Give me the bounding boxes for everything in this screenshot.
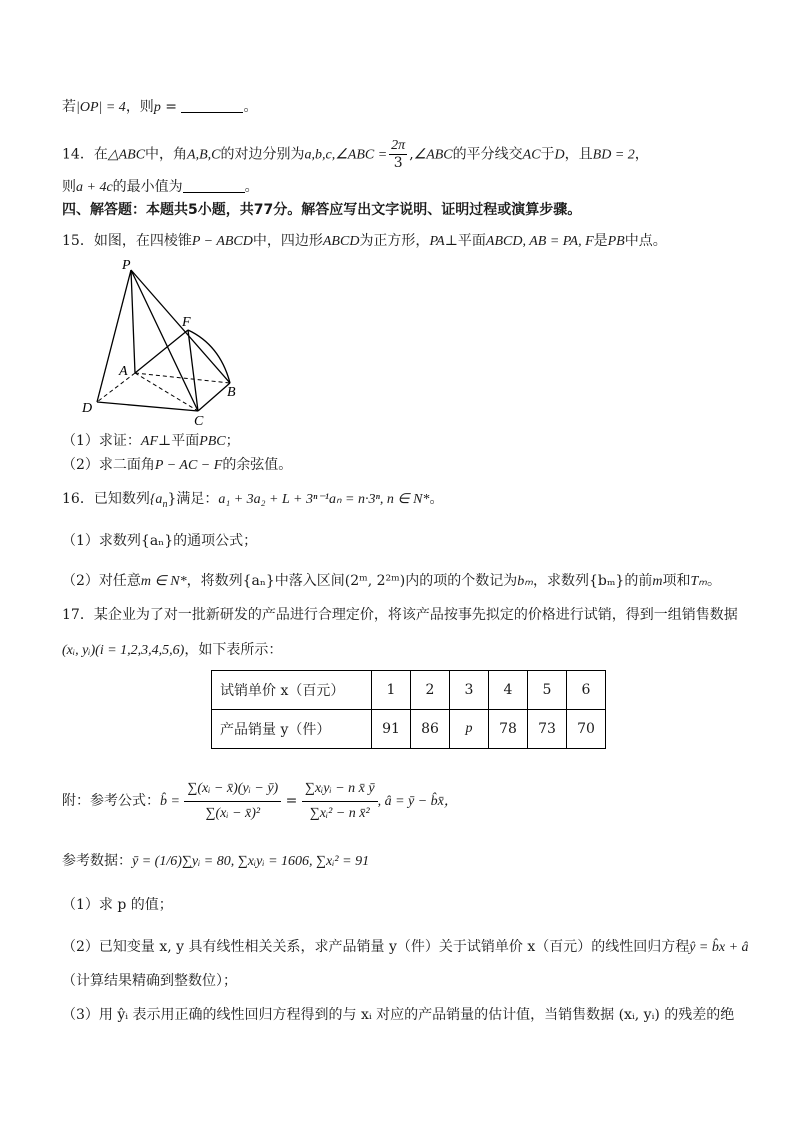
table-cell: 73 [528,710,567,749]
label-p: P [122,258,131,273]
table-cell: 6 [567,671,606,710]
label-d: D [82,401,93,416]
table-cell: 3 [450,671,489,710]
table-cell: 1 [372,671,411,710]
q17-stem1: 17．某企业为了对一批新研发的产品进行合理定价，将该产品按事先拟定的价格进行试销，得到一组销售数据 [62,607,738,623]
table-cell: 2 [411,671,450,710]
formula-fraction-1: $\frac{\text{∑(xᵢ − x̄)(yᵢ − ȳ)}}{\text{∑(xᵢ − x̄)²}}$ [184,779,281,824]
table-cell: 78 [489,710,528,749]
fraction-2pi-3: $\frac{2\pi}{3}$ [391,138,406,171]
answer-blank [183,178,245,193]
table-row [212,710,606,749]
q17-stem2: (xᵢ, yᵢ)(i = 1,2,3,4,5,6)，如下表所示： [62,642,283,658]
q17-part1: （1）求 p 的值； [62,897,173,913]
reference-formula: 附：参考公式：b̂ = $\frac{\text{∑(xᵢ − x̄)(yᵢ − ȳ)}}{\text{∑(xᵢ − x̄)²}}$ = $\frac{\text{∑xᵢyᵢ − n x̄ ȳ}}{\text{∑xᵢ² − n x̄²}}$ , â = ȳ − b̂x̄， [62,775,458,828]
label-b: B [227,385,236,400]
q15-part2: （2）求二面角P − AC − F的余弦值。 [62,457,293,473]
table-cell: 70 [567,710,606,749]
reference-data: 参考数据：ȳ = (1/6)∑yᵢ = 80, ∑xᵢyᵢ = 1606, ∑xᵢ² = 91 [62,853,370,869]
table-header-sales: 产品销量 y（件） [212,710,372,749]
table-cell: 5 [528,671,567,710]
section-heading: 四、解答题：本题共5小题，共77分。解答应写出文字说明、证明过程或演算步骤。 [62,202,582,218]
q16-part2: （2）对任意m ∈ N*，将数列{aₙ}中落入区间(2ᵐ, 2²ᵐ)内的项的个数记为bₘ，求数列{bₘ}的前m项和Tₘ。 [62,573,721,589]
q17-part3: （3）用 ŷᵢ 表示用正确的线性回归方程得到的与 xᵢ 对应的产品销量的估计值，当销售数据 (xᵢ, yᵢ) 的残差的绝 [62,1007,735,1023]
table-cell: p [450,710,489,749]
q17-part2-note: （计算结果精确到整数位）； [62,973,237,989]
sales-table [211,670,606,749]
table-row [212,671,606,710]
formula-fraction-2: $\frac{\text{∑xᵢyᵢ − n x̄ ȳ}}{\text{∑xᵢ² − n x̄²}}$ [302,779,378,824]
q14-line1: 14．在△ABC中，角A,B,C的对边分别为a,b,c,∠ABC = $\frac{2\pi}{3}$ ,∠ABC的平分线交AC于D，且BD = 2， [62,138,649,171]
pyramid-figure [70,255,250,430]
q13-tail: 若|OP| = 4，则p = 。 [62,99,258,115]
q17-part2: （2）已知变量 x, y 具有线性相关关系，求产品销量 y（件）关于试销单价 x（百元）的线性回归方程ŷ = b̂x + â [62,939,749,955]
answer-blank [181,98,243,113]
label-c: C [194,414,204,429]
q15-stem: 15．如图，在四棱锥P − ABCD中，四边形ABCD为正方形，PA⊥平面ABCD, AB = PA, F是PB中点。 [62,233,667,249]
table-header-price: 试销单价 x（百元） [212,671,372,710]
label-f: F [182,315,191,330]
q16-stem: 16．已知数列$\{a_n\}$满足：a₁ + 3a₂ + L + 3ⁿ⁻¹aₙ = n·3ⁿ, n ∈ N*。 [62,491,444,510]
q15-part1: （1）求证：AF⊥平面PBC； [62,433,240,449]
table-cell: 4 [489,671,528,710]
q16-part1: （1）求数列{aₙ}的通项公式； [62,533,258,549]
table-cell: 86 [411,710,450,749]
label-a: A [119,364,128,379]
table-cell: 91 [372,710,411,749]
q14-line2: 则a + 4c的最小值为 。 [62,179,259,195]
q13-condition: |OP| = 4 [76,100,126,115]
q16-formula: a₁ + 3a₂ + L + 3ⁿ⁻¹aₙ = n·3ⁿ, n ∈ N* [218,492,430,507]
